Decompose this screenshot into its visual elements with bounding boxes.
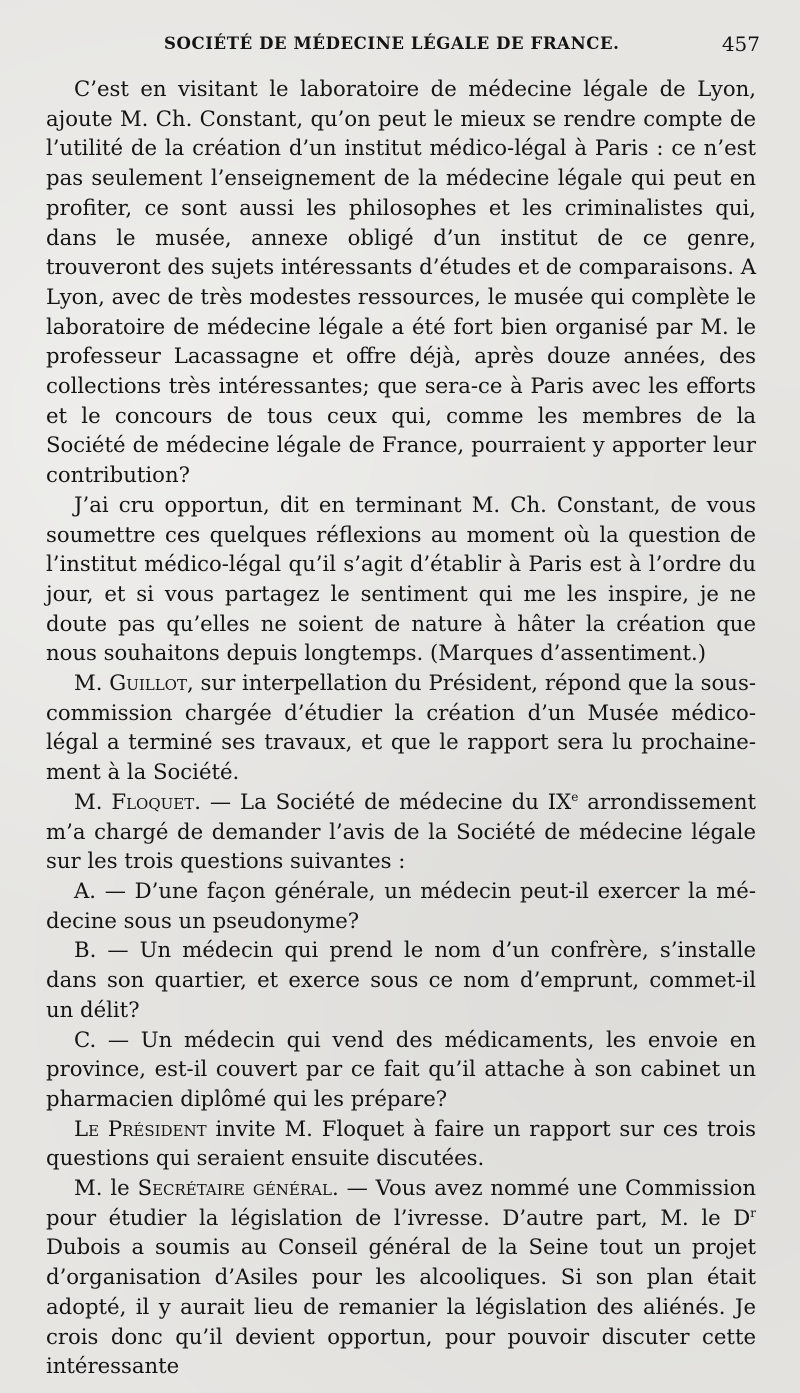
running-title: SOCIÉTÉ DE MÉDECINE LÉGALE DE FRANCE. — [164, 34, 620, 53]
body-text — [46, 74, 756, 1381]
ordinal-superscript: e — [571, 789, 579, 804]
paragraph-text: B. — Un médecin qui prend le nom d’un confrère, s’installe dans son quartier, et exerce sous ce nom d’emprunt, commet-il un délit? — [46, 937, 756, 1022]
question-a — [46, 876, 756, 935]
speaker-prefix: M. le — [74, 1175, 138, 1201]
question-c — [46, 1025, 756, 1114]
paragraph-text: . — La Société de médecine du IX — [194, 788, 572, 814]
speaker-name: Guillot — [109, 670, 187, 696]
paragraph-text: J’ai cru opportun, dit en terminant M. Ch. Constant, de vous soumettre ces quelques réflexions au moment où la question de l’institut médico-légal qu’il s’agit d’établir à Paris est à l’ordre du jour, et si vous partagez le sentiment qui me les inspire, je ne doute pas qu’elles ne soient de nature à hâter la création que nous souhaitons depuis longtemps. (Marques d’assentiment.) — [46, 491, 756, 666]
speaker-prefix: M. — [74, 670, 110, 696]
paragraph-text-continued: Dubois a soumis au Conseil général de la Seine tout un projet d’organisation d’Asiles pour les alcooliques. Si son plan était adopté, il y aurait lieu de remanier la législation des aliénés. Je crois donc qu’il devient opportun, pour pouvoir discuter cette intéressante — [46, 1234, 756, 1379]
speaker-prefix: M. — [74, 788, 112, 814]
speaker-name: Le Président — [74, 1115, 207, 1141]
paragraph-text: A. — D’une façon générale, un médecin peut-il exercer la médecine sous un pseudonyme? — [46, 877, 756, 933]
speaker-name: Floquet — [111, 788, 195, 814]
paragraph-text-continued: arrondissement m’a chargé de demander l’avis de la Société de médecine légale sur les trois questions suivantes : — [46, 788, 756, 874]
paragraph-floquet — [46, 787, 756, 876]
title-superscript: r — [750, 1205, 756, 1220]
paragraph-secretaire-general — [46, 1173, 756, 1381]
running-header — [164, 34, 760, 58]
paragraph-guillot — [46, 668, 756, 787]
paragraph-text: C. — Un médecin qui vend des médicaments, les envoie en province, est-il couvert par ce fait qu’il attache à son cabinet un pharmacien diplômé qui les prépare? — [46, 1026, 756, 1111]
paragraph-text: C’est en visitant le laboratoire de médecine légale de Lyon, ajoute M. Ch. Constant, qu’on peut le mieux se rendre compte de l’utilité de la création d’un institut médico-légal à Paris : ce n’est pas seulement l’enseignement de la médecine légale qui peut en profiter, ce sont aussi les philosophes et les criminalistes qui, dans le musée, annexe obligé d’un institut de ce genre, trouveront des sujets intéressants d’études et de comparaisons. A Lyon, avec de très modestes ressources, le musée qui complète le laboratoire de médecine légale a été fort bien organisé par M. le professeur Lacassagne et offre déjà, après douze années, des collections très intéressantes; que sera-ce à Paris avec les efforts et le concours de tous ceux qui, comme les membres de la Société de médecine légale de France, pourraient y apporter leur contribution? — [46, 76, 756, 488]
paragraph-president — [46, 1114, 756, 1173]
page-number: 457 — [721, 32, 760, 56]
paragraph-constant-conclusion — [46, 490, 756, 668]
paragraph-text: . — Vous avez nommé une Commission pour étudier la législation de l’ivresse. D’autre part, M. le D — [46, 1175, 757, 1230]
paragraph-lyon-laboratory — [46, 74, 756, 490]
paragraph-text: invite M. Floquet à faire un rapport sur ces trois questions qui seraient ensuite discutées. — [46, 1115, 756, 1171]
speaker-name: Secrétaire général — [137, 1175, 332, 1201]
question-b — [46, 935, 756, 1024]
paragraph-text: , sur interpellation du Président, répond que la souscommission chargée d’étudier la création d’un Musée médicolégal a terminé ses travaux, et que le rapport sera lu prochainement à la Société. — [46, 670, 756, 785]
